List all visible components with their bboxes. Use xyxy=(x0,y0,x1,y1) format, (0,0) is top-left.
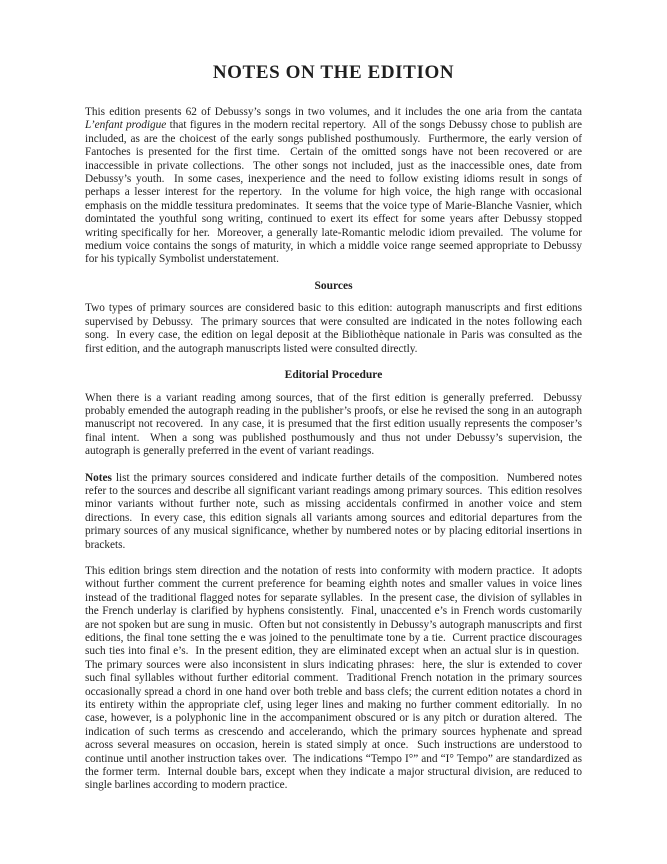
section-heading-sources: Sources xyxy=(314,279,353,292)
intro-paragraph: This edition presents 62 of Debussy’s songs in two volumes, and it includes the one aria from the cantata L’enfant prodigue that figures in the modern recital repertory. All of the songs Debussy chose to publish are included, as are the choicest of the early songs published posthumously. Furthermore, the early version of Fantoches is presented for the first time. Certain of the omitted songs have not been recovered or are inaccessible in private collections. The other songs not included, just as the inaccessible ones, date from Debussy’s youth. In some cases, inexperience and the need to follow existing idioms result in songs of perhaps a lesser interest for the repertory. In the volume for high voice, the high range with occasional emphasis on the middle tessitura predominates. It seems that the voice type of Marie-Blanche Vasnier, which domintated the youthful song writing, continued to exert its effect for some years after Debussy stopped writing specifically for her. Moreover, a generally late-Romantic melodic idiom prevailed. The volume for medium voice contains the songs of maturity, in which a middle voice range seemed appropriate to Debussy for his typically Symbolist understatement. xyxy=(85,106,582,266)
editorial-paragraph-variant-readings: When there is a variant reading among sources, that of the first edition is generally preferred. Debussy probably emended the autograph reading in the publisher’s proofs, or else he revised the song in an autograph manuscript not recovered. In any case, it is presumed that the first edition usually represents the composer’s final intent. When a song was published posthumously and thus not under Debussy’s supervision, the autograph is generally preferred in the event of variant readings. xyxy=(85,391,582,458)
editorial-paragraph-notes: Notes list the primary sources considered and indicate further details of the composition. Numbered notes refer to the sources and describe all significant variant readings among primary sources. This edition resolves minor variants without further note, such as missing accidentals confirmed in another voice and stem directions. In every case, this edition signals all variants among sources and editorial departures from the primary sources of any musical significance, whether by numbered notes or by placing editorial insertions in brackets. xyxy=(85,471,582,551)
page-title: NOTES ON THE EDITION xyxy=(212,62,455,83)
editorial-paragraph-modern-practice: This edition brings stem direction and the notation of rests into conformity with modern practice. It adopts without further comment the current preference for beaming eighth notes and smaller values in voice lines instead of the traditional flagged notes for separate syllables. In the present case, the division of syllables in the French underlay is clarified by hyphens consistently. Final, unaccented e’s in French words customarily are not spoken but are sung in music. Often but not consistently in Debussy’s autograph manuscripts and first editions, the final tone setting the e was joined to the penultimate tone by a tie. Current practice discourages such ties into final e’s. In the present edition, they are eliminated except when an actual slur is in question. The primary sources were also inconsistent in slurs indicating phrases: here, the slur is extended to cover such final syllables without further editorial comment. Traditional French notation in the primary sources occasionally spread a chord in one hand over both treble and bass clefs; the current edition notates a chord in its entirety within the appropriate clef, using leger lines and making no further comment editorially. In no case, however, is a polyphonic line in the accompaniment obscured or is any pitch or duration altered. The indication of such terms as crescendo and accelerando, which the primary sources hyphenate and spread across several measures on occasion, herein is stated simply at once. Such instructions are understood to continue until another instruction takes over. The indications “Tempo I°” and “I° Tempo” are standardized as the former term. Internal double bars, except when they indicate a major structural division, are reduced to single barlines according to modern practice. xyxy=(85,564,582,792)
section-heading-editorial-procedure: Editorial Procedure xyxy=(284,369,383,381)
sources-paragraph: Two types of primary sources are considered basic to this edition: autograph manuscripts and first editions supervised by Debussy. The primary sources that were consulted are indicated in the notes following each song. In every case, the edition on legal deposit at the Bibliothèque nationale in Paris was consulted as the first edition, and the autograph manuscripts listed were consulted directly. xyxy=(85,302,582,355)
